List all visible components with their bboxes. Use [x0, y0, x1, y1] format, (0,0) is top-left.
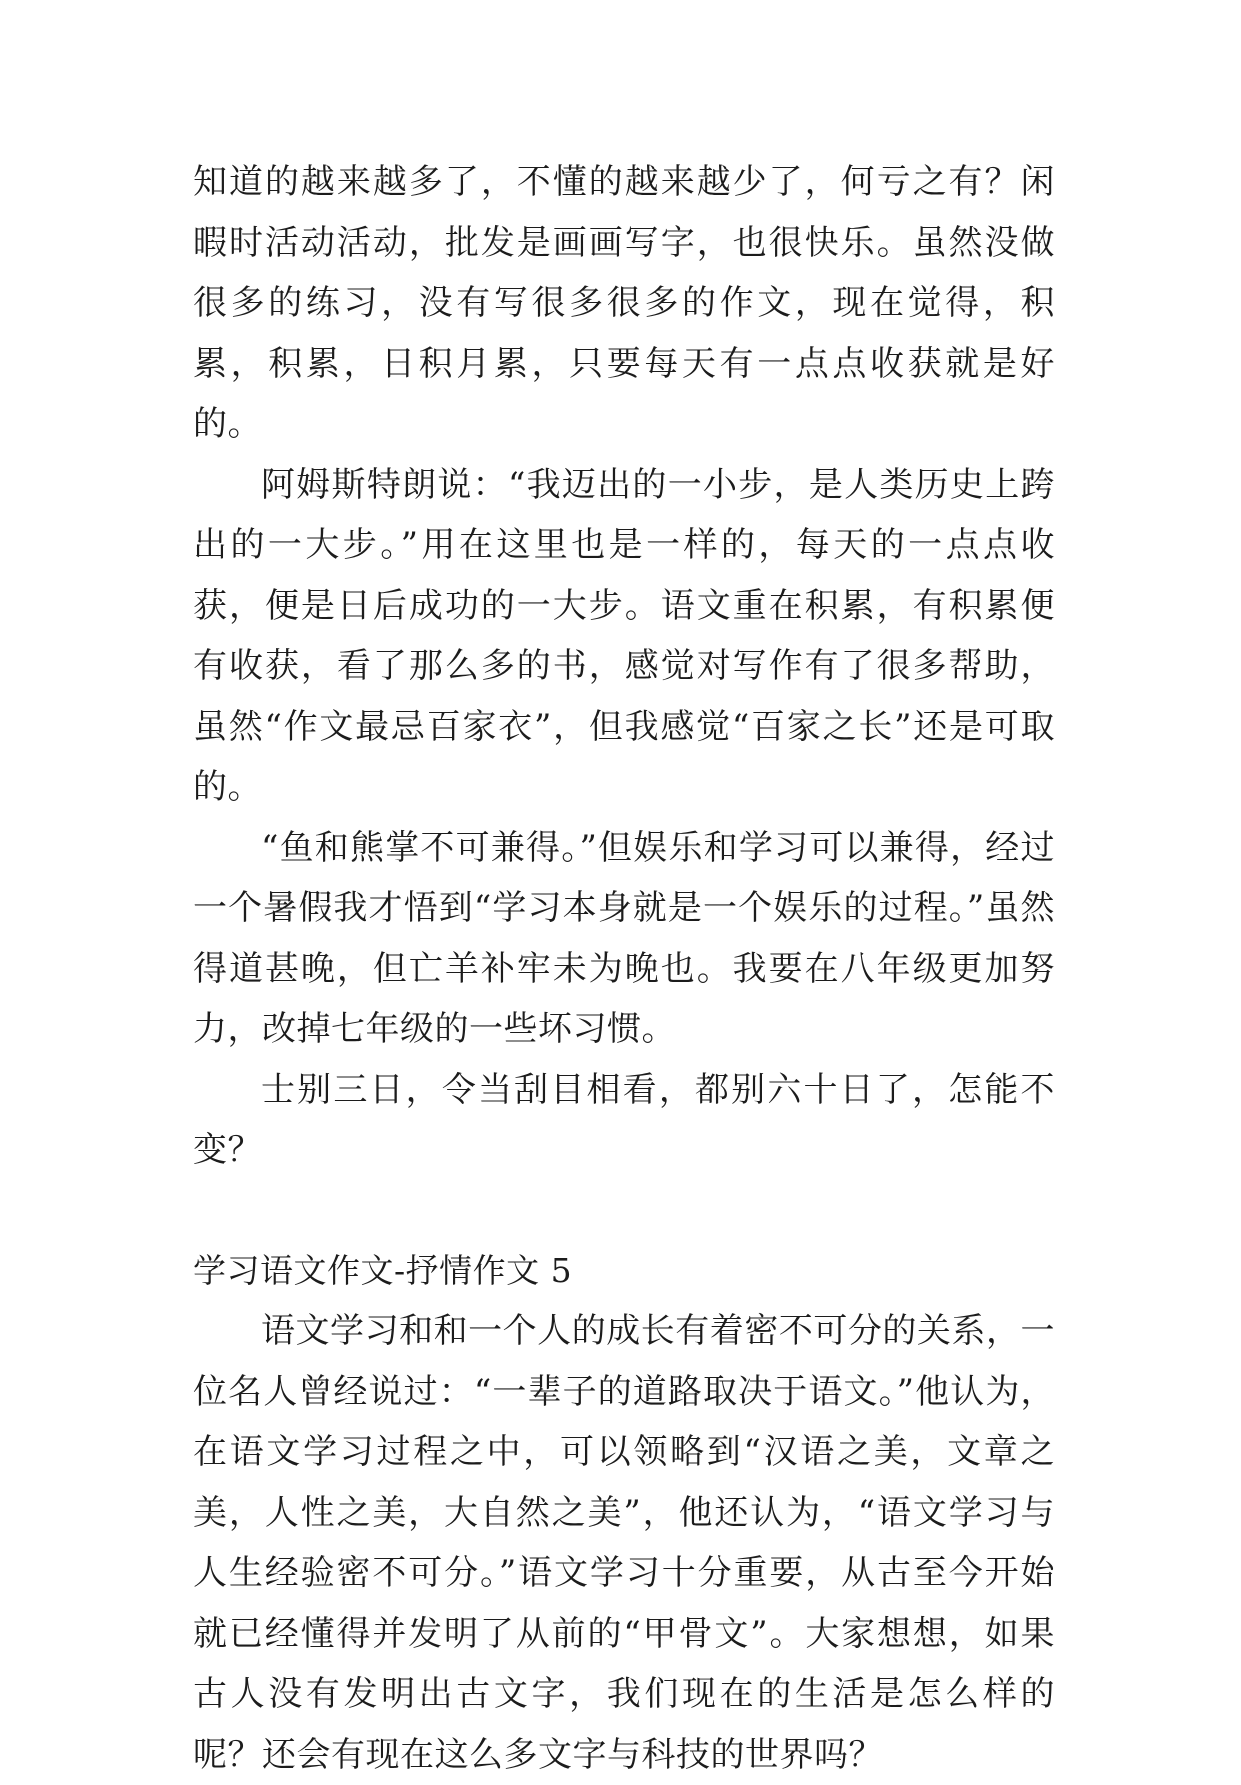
section-title: 学习语文作文-抒情作文 5: [193, 1250, 573, 1290]
section-paragraph-1: 语文学习和和一个人的成长有着密不可分的关系，一位名人曾经说过：“一辈子的道路取决于语文。”他认为，在语文学习过程之中，可以领略到“汉语之美，文章之美，人性之美，大自然之美”，他还认为，“语文学习与人生经验密不可分。”语文学习十分重要，从古至今开始就已经懂得并发明了从前的“甲骨文”。大家想想，如果古人没有发明出古文字，我们现在的生活是怎么样的呢？还会有现在这么多文字与科技的世界吗？: [193, 1311, 1055, 1775]
paragraph-2: 阿姆斯特朗说：“我迈出的一小步，是人类历史上跨出的一大步。”用在这里也是一样的，每天的一点点收获，便是日后成功的一大步。语文重在积累，有积累便有收获，看了那么多的书，感觉对写作有了很多帮助，虽然“作文最忌百家衣”，但我感觉“百家之长”还是可取的。: [193, 464, 1055, 807]
paragraph-1: 知道的越来越多了，不懂的越来越少了，何亏之有？闲暇时活动活动，批发是画画写字，也很快乐。虽然没做很多的练习，没有写很多很多的作文，现在觉得，积累，积累，日积月累，只要每天有一点点收获就是好的。: [193, 162, 1055, 444]
paragraph-4: 士别三日，令当刮目相看，都别六十日了，怎能不变？: [193, 1069, 1055, 1170]
document-body: [193, 152, 1055, 1785]
paragraph-3: “鱼和熊掌不可兼得。”但娱乐和学习可以兼得，经过一个暑假我才悟到“学习本身就是一个娱乐的过程。”虽然得道甚晚，但亡羊补牢未为晚也。我要在八年级更加努力，改掉七年级的一些坏习惯。: [193, 827, 1055, 1049]
